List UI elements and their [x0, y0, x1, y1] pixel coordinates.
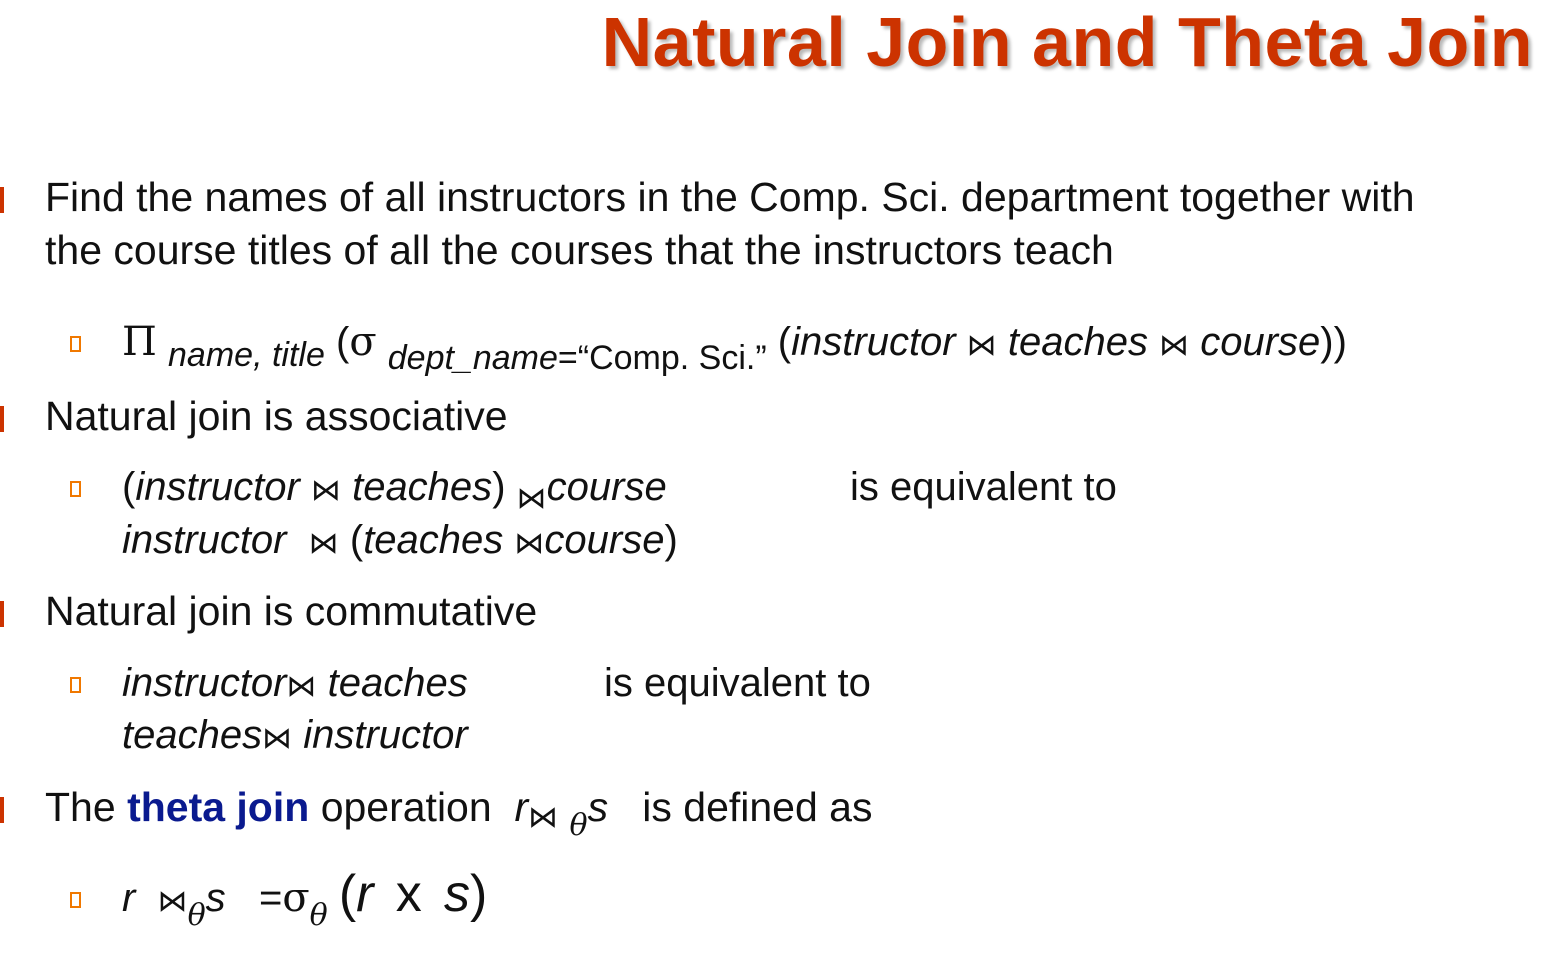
relation-r: r — [356, 865, 374, 923]
sigma-symbol: σ — [282, 875, 310, 921]
natural-join-symbol: ⋈ — [516, 481, 547, 516]
open-paren: ( — [336, 320, 350, 364]
level1-bullet-marker — [0, 601, 4, 627]
relation-s: s — [205, 876, 226, 920]
relation-teaches: teaches — [1007, 320, 1148, 364]
close-paren: ) — [469, 865, 488, 923]
selection-condition: =“Comp. Sci.” — [557, 339, 767, 377]
natural-join-symbol: ⋈ — [966, 328, 997, 363]
open-paren: ( — [122, 465, 136, 509]
theta-subscript: θ — [187, 898, 206, 933]
open-paren: ( — [777, 320, 792, 364]
relation-s: s — [587, 784, 609, 830]
bullet-3: Natural join is commutative — [45, 588, 538, 634]
relation-teaches: teaches — [327, 661, 468, 705]
slide-title: Natural Join and Theta Join — [601, 3, 1533, 81]
natural-join-symbol: ⋈ — [514, 526, 545, 561]
projection-attributes: name, title — [168, 336, 325, 374]
theta-join-keyword: theta join — [127, 784, 310, 830]
relation-r: r — [122, 876, 136, 920]
bullet-4-tail: is defined as — [642, 784, 873, 830]
level1-bullet-marker — [0, 797, 4, 823]
theta-join-symbol: ⋈ — [528, 800, 559, 835]
close-parens: )) — [1320, 320, 1347, 364]
relation-instructor: instructor — [303, 713, 468, 757]
natural-join-symbol: ⋈ — [310, 473, 341, 508]
theta-subscript: θ — [309, 898, 328, 933]
relation-instructor: instructor — [122, 518, 287, 562]
commutativity-line-1 — [122, 657, 468, 713]
natural-join-symbol: ⋈ — [286, 669, 317, 704]
relation-instructor: instructor — [791, 320, 956, 364]
bullet-4 — [45, 781, 873, 843]
theta-subscript: θ — [569, 808, 588, 843]
level2-bullet-marker — [70, 336, 81, 352]
projection-expression — [122, 316, 1347, 377]
commutativity-line-2 — [122, 709, 468, 765]
bullet-1-line-1: Find the names of all instructors in the Comp. Sci. department together with — [45, 174, 1415, 220]
relation-course: course — [1200, 320, 1321, 364]
open-paren: ( — [338, 865, 357, 923]
natural-join-symbol: ⋈ — [1159, 328, 1190, 363]
open-paren: ( — [349, 518, 364, 562]
associativity-line-2 — [122, 514, 678, 570]
theta-join-symbol: ⋈ — [157, 884, 188, 919]
bullet-4-prefix: The — [45, 784, 116, 830]
cross-product-symbol: x — [395, 865, 422, 923]
associativity-line-1 — [122, 461, 667, 517]
relation-course: course — [544, 518, 665, 562]
pi-symbol: Π — [122, 319, 157, 365]
equals-sign: = — [258, 876, 283, 920]
relation-teaches: teaches — [122, 713, 263, 757]
level1-bullet-marker — [0, 406, 4, 432]
close-paren: ) — [664, 518, 678, 562]
relation-s: s — [443, 865, 470, 923]
relation-teaches: teaches — [363, 518, 504, 562]
bullet-1-line-2: the course titles of all the courses that the instructors teach — [45, 227, 1114, 273]
selection-attribute: dept_name — [387, 339, 558, 377]
equivalence-label: is equivalent to — [604, 661, 871, 705]
close-paren: ) — [492, 465, 506, 509]
relation-instructor: instructor — [135, 465, 300, 509]
level2-bullet-marker — [70, 892, 81, 908]
level1-bullet-marker — [0, 187, 4, 213]
level2-bullet-marker — [70, 677, 81, 693]
theta-join-definition — [122, 865, 488, 933]
equivalence-label: is equivalent to — [850, 465, 1117, 509]
bullet-4-operation: operation — [320, 784, 492, 830]
natural-join-symbol: ⋈ — [262, 721, 293, 756]
relation-instructor: instructor — [122, 661, 287, 705]
relation-r: r — [514, 784, 529, 830]
level2-bullet-marker — [70, 481, 81, 497]
relation-teaches: teaches — [352, 465, 493, 509]
natural-join-symbol: ⋈ — [308, 526, 339, 561]
sigma-symbol: σ — [349, 319, 377, 365]
relation-course: course — [546, 465, 667, 509]
bullet-2: Natural join is associative — [45, 393, 508, 439]
